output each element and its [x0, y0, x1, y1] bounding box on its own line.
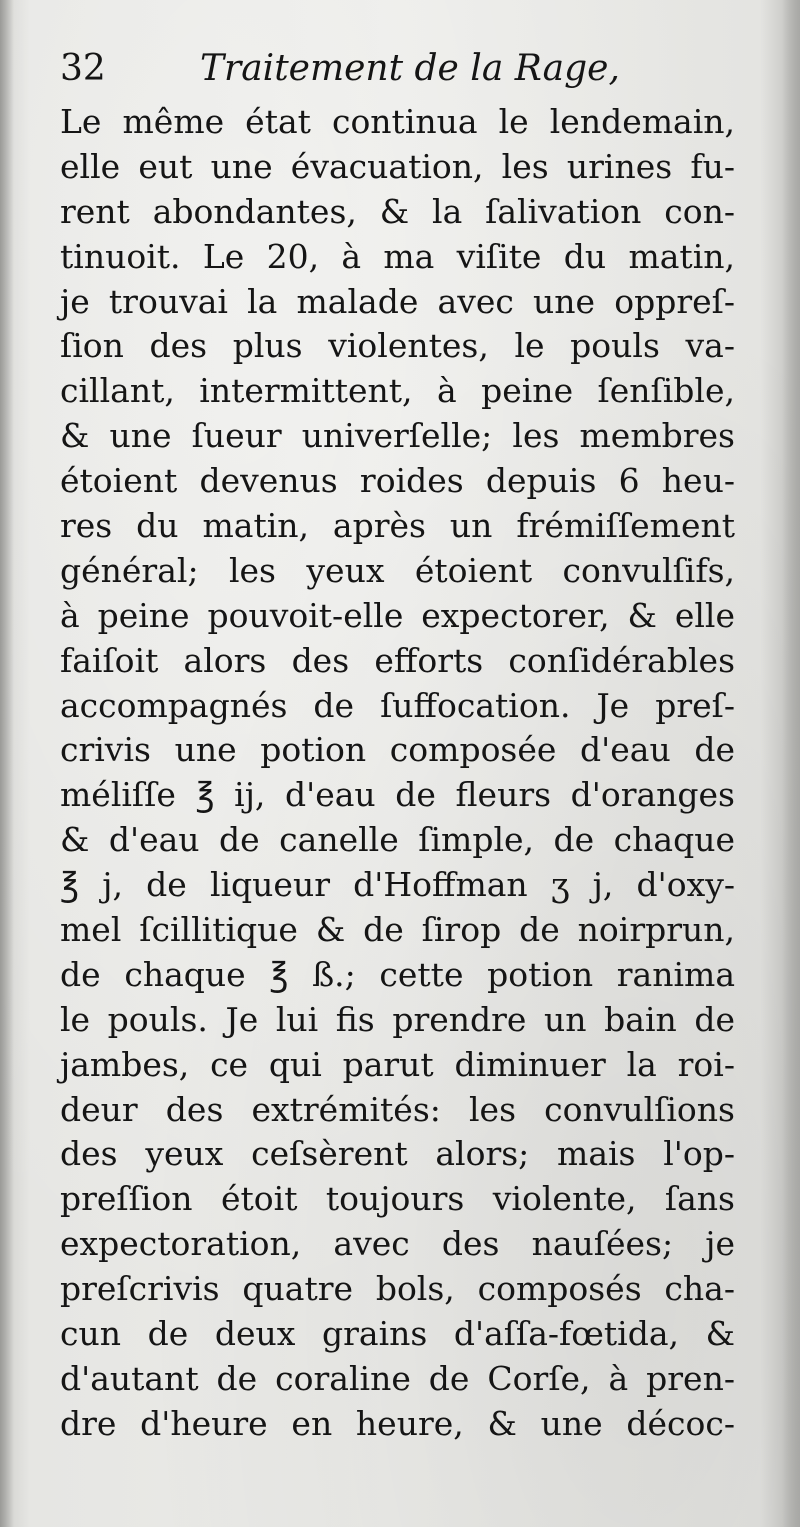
text-line: je trouvai la malade avec une oppreſ- — [60, 281, 735, 321]
text-line: crivis une potion composée d'eau de — [60, 730, 735, 770]
text-line: preſſion étoit toujours violente, ſans — [60, 1179, 735, 1219]
text-line: preſcrivis quatre bols, composés cha- — [60, 1269, 735, 1309]
text-line: de chaque ℥ ß.; cette potion ranima — [60, 954, 735, 994]
text-line: tinuoit. Le 20, à ma viſite du matin, — [60, 236, 735, 276]
text-line: d'autant de coraline de Corſe, à pren- — [60, 1358, 735, 1398]
running-head — [60, 44, 680, 94]
page-left-shadow — [0, 0, 14, 1527]
text-line: cun de deux grains d'aſſa-fœtida, & — [60, 1314, 735, 1354]
text-line: ℥ j, de liqueur d'Hoffman ʒ j, d'oxy- — [60, 865, 735, 905]
text-line: cillant, intermittent, à peine ſenſible, — [60, 371, 735, 411]
text-line: rent abondantes, & la ſalivation con- — [60, 191, 735, 231]
text-line: & d'eau de canelle ſimple, de chaque — [60, 820, 735, 860]
text-line: & une ſueur univerſelle; les membres — [60, 416, 735, 456]
text-line: expectoration, avec des nauſées; je — [60, 1224, 735, 1264]
text-line: étoient devenus roides depuis 6 heu- — [60, 461, 735, 501]
text-line: dre d'heure en heure, & une décoc- — [60, 1403, 735, 1443]
text-line: mel ſcillitique & de ſirop de noirprun, — [60, 910, 735, 950]
text-line: à peine pouvoit-elle expectorer, & elle — [60, 595, 735, 635]
text-line: res du matin, après un frémiſſement — [60, 506, 735, 546]
text-body — [60, 100, 735, 1447]
text-line: elle eut une évacuation, les urines fu- — [60, 146, 735, 186]
text-line: ſion des plus violentes, le pouls va- — [60, 326, 735, 366]
text-line: accompagnés de ſuffocation. Je preſ- — [60, 685, 735, 725]
page-right-shadow — [782, 0, 800, 1527]
text-line: jambes, ce qui parut diminuer la roi- — [60, 1044, 735, 1084]
page-number: 32 — [60, 48, 106, 89]
text-line: le pouls. Je lui fis prendre un bain de — [60, 999, 735, 1039]
text-line: général; les yeux étoient convulſifs, — [60, 550, 735, 590]
running-title: Traitement de la Rage, — [200, 48, 620, 89]
text-line: méliſſe ℥ ij, d'eau de fleurs d'oranges — [60, 775, 735, 815]
text-line: faiſoit alors des efforts conſidérables — [60, 640, 735, 680]
text-line: Le même état continua le lendemain, — [60, 102, 735, 141]
text-line: deur des extrémités: les convulſions — [60, 1089, 735, 1129]
text-line: des yeux ceſsèrent alors; mais l'op- — [60, 1134, 735, 1174]
